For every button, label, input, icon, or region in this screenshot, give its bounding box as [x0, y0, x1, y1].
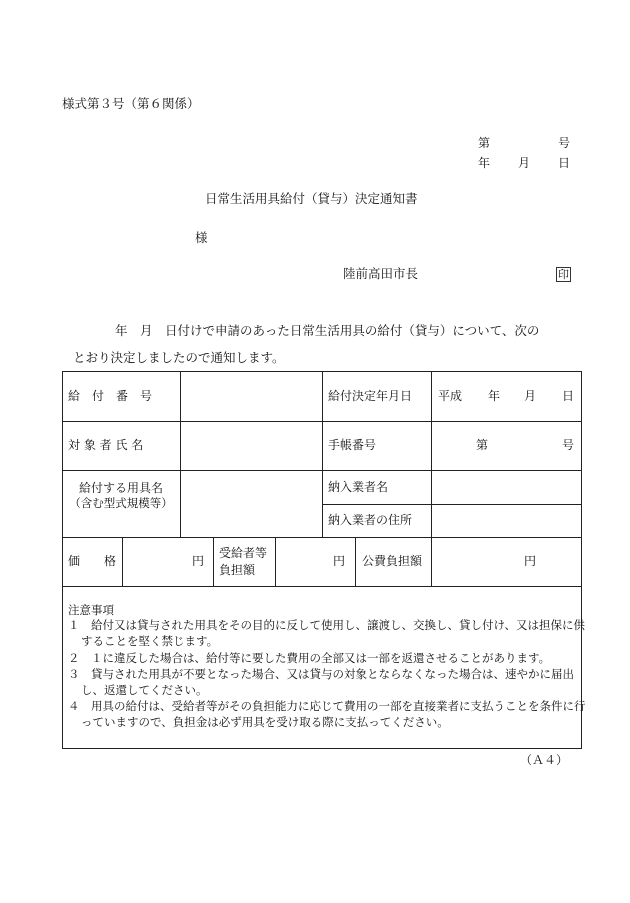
equipment-name-value[interactable] [181, 471, 322, 537]
decision-date-era: 平成 [438, 388, 463, 403]
document-number-prefix: 第 [478, 136, 491, 150]
decision-date-day: 日 [562, 388, 575, 403]
date-year-label: 年 [478, 156, 491, 170]
issuer-name: 陸前高田市長 [343, 266, 419, 281]
document-number-suffix: 号 [558, 136, 571, 150]
note-item-3: ３ 貸与された用具が不要となった場合、又は貸与の対象とならなくなった場合は、速やかに届出し、返還してください。 [68, 667, 574, 697]
equipment-name-label: 給付する用具名 [78, 480, 163, 495]
handbook-number-label: 手帳番号 [328, 438, 377, 453]
supplier-name-value[interactable] [432, 471, 582, 504]
note-item-4: ４ 用具の給付は、受給者等がその負担能力に応じて費用の一部を直接業者に支払うことを条件に行っていますので、負担金は必ず用具を受け取る際に支払ってください。 [68, 699, 586, 729]
paper-size-label: （Ａ４） [520, 753, 569, 767]
price-label: 価 格 [68, 554, 117, 569]
supplier-address-value[interactable] [432, 505, 582, 537]
equipment-name-sublabel: （含む型式規模等） [69, 496, 173, 511]
form-number: 様式第３号（第６関係） [62, 96, 200, 111]
handbook-number-suffix: 号 [562, 438, 575, 453]
body-text-line2: とおり決定しましたので通知します。 [73, 350, 285, 365]
recipient-burden-label: 受給者等 [219, 546, 268, 561]
benefit-number-label: 給 付 番 号 [68, 388, 153, 403]
decision-date-label: 給付決定年月日 [328, 388, 413, 403]
document-title: 日常生活用具給付（貸与）決定通知書 [205, 191, 418, 206]
body-text-line1: 年 月 日付けで申請のあった日常生活用具の給付（貸与）について、次の [115, 323, 540, 338]
subject-name-label: 対 象 者 氏 名 [68, 438, 144, 453]
note-item-2: ２ １に違反した場合は、給付等に要した費用の全部又は一部を返還させることがあります。 [68, 651, 551, 665]
recipient-burden-yen-unit: 円 [333, 554, 346, 569]
date-month-label: 月 [518, 156, 531, 170]
public-burden-yen-unit: 円 [524, 554, 537, 569]
decision-date-month: 月 [524, 388, 537, 403]
handbook-number-prefix: 第 [476, 438, 489, 453]
seal-mark: 印 [558, 268, 569, 281]
addressee-suffix: 様 [195, 230, 208, 245]
notes-title: 注意事項 [68, 603, 114, 617]
benefit-number-value[interactable] [181, 372, 322, 421]
supplier-address-label: 納入業者の住所 [328, 513, 413, 528]
date-day-label: 日 [558, 156, 571, 170]
supplier-name-label: 納入業者名 [328, 479, 389, 494]
decision-date-year: 年 [488, 388, 501, 403]
subject-name-value[interactable] [181, 422, 322, 470]
note-item-1: １ 給付又は貸与された用具をその目的に反して使用し、譲渡し、交換し、貸し付け、又は担保に供することを堅く禁じます。 [68, 618, 586, 648]
public-burden-label: 公費負担額 [362, 554, 423, 569]
price-yen-unit: 円 [192, 554, 205, 569]
recipient-burden-sublabel: 負担額 [219, 563, 256, 578]
